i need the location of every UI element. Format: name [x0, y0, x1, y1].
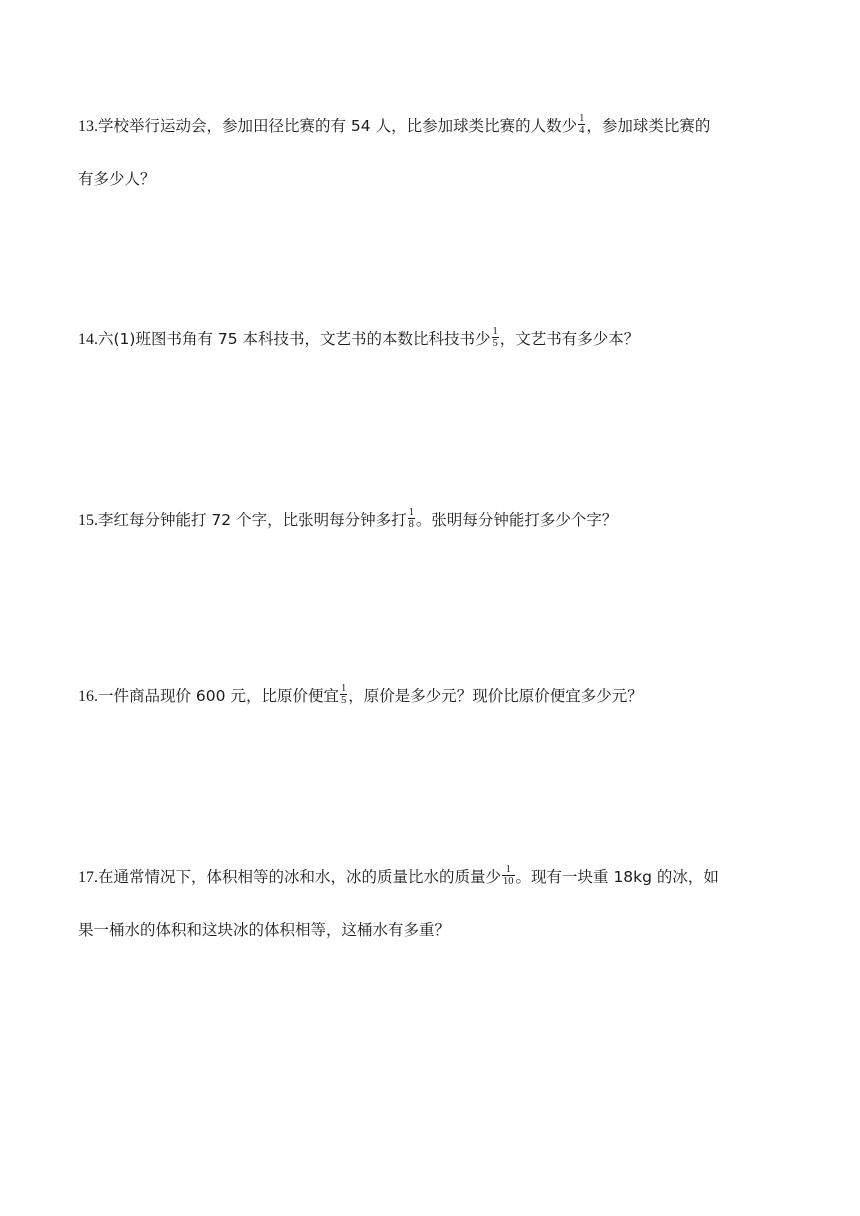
question-14-fraction-numerator: 1 — [492, 326, 498, 337]
question-17 — [78, 851, 788, 957]
question-13-fraction-numerator: 1 — [579, 113, 585, 124]
question-17-number: 17. — [78, 869, 98, 886]
question-13-line-1 — [78, 100, 788, 153]
question-17-fraction-numerator: 1 — [502, 864, 515, 876]
question-14-text-b: ，文艺书有多少本？ — [499, 330, 640, 348]
question-15-line-1 — [78, 494, 788, 547]
question-17-line-2: 果一桶水的体积和这块冰的体积相等，这桶水有多重？ — [78, 921, 451, 939]
question-14-fraction — [492, 326, 499, 349]
question-14-line-1 — [78, 313, 788, 366]
question-17-line-1 — [78, 851, 788, 904]
question-15-number: 15. — [78, 512, 98, 529]
question-16-fraction — [340, 683, 347, 706]
question-16-line-1 — [78, 670, 788, 723]
question-15-fraction-denominator: 8 — [408, 519, 414, 530]
question-15-text-a: 李红每分钟能打 72 个字，比张明每分钟多打 — [98, 511, 407, 529]
question-15 — [78, 494, 788, 547]
question-15-fraction-numerator: 1 — [408, 507, 414, 518]
question-13-line-2: 有多少人？ — [78, 170, 156, 188]
question-16 — [78, 670, 788, 723]
question-16-text-a: 一件商品现价 600 元，比原价便宜 — [98, 687, 339, 705]
question-13-text-a: 学校举行运动会，参加田径比赛的有 54 人，比参加球类比赛的人数少 — [98, 117, 578, 135]
question-16-text-b: ，原价是多少元？现价比原价便宜多少元？ — [348, 687, 643, 705]
question-16-fraction-denominator: 5 — [340, 695, 347, 706]
question-14 — [78, 313, 788, 366]
question-14-fraction-denominator: 5 — [492, 338, 498, 349]
question-14-text-a: 六(1)班图书角有 75 本科技书，文艺书的本数比科技书少 — [98, 330, 491, 348]
question-16-fraction-numerator: 1 — [340, 683, 347, 694]
question-17-text-a: 在通常情况下，体积相等的冰和水，冰的质量比水的质量少 — [98, 868, 502, 886]
question-15-text-b: 。张明每分钟能打多少个字？ — [415, 511, 618, 529]
question-17-fraction — [502, 864, 515, 887]
question-13 — [78, 100, 788, 206]
question-14-number: 14. — [78, 331, 98, 348]
question-13-text-b: ，参加球类比赛的 — [586, 117, 711, 135]
question-17-fraction-denominator: 10 — [503, 876, 514, 887]
question-16-number: 16. — [78, 688, 98, 705]
question-13-number: 13. — [78, 118, 98, 135]
question-13-fraction — [578, 113, 585, 136]
question-15-fraction — [408, 507, 415, 530]
question-13-fraction-denominator: 4 — [579, 125, 585, 136]
question-17-text-b: 。现有一块重 18kg 的冰，如 — [515, 868, 719, 886]
